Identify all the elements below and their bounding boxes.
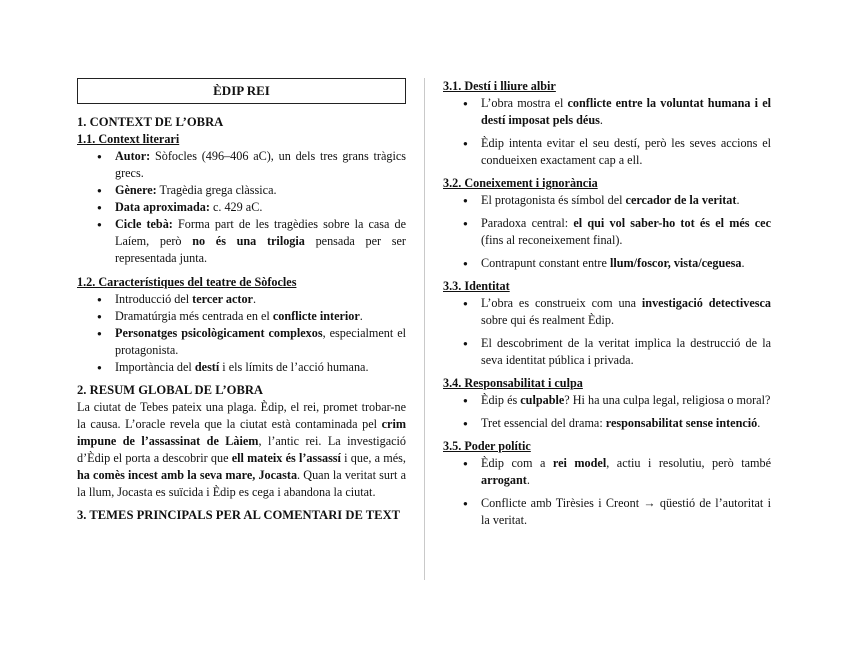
list-item: ● Autor: Sòfocles (496–406 aC), un dels tres grans tràgics grecs. — [115, 148, 406, 182]
section-2-heading: 2. RESUM GLOBAL DE L’OBRA — [77, 383, 264, 397]
list-item: ● Èdip com a rei model, actiu i resolutiu, però també arrogant. — [481, 455, 771, 489]
section-1-2-heading: 1.2. Característiques del teatre de Sòfocles — [77, 275, 297, 289]
section-1-1-list — [77, 148, 406, 267]
list-item: ● El protagonista és símbol del cercador de la veritat. — [481, 192, 771, 209]
section-3-4-heading: 3.4. Responsabilitat i culpa — [443, 376, 583, 390]
list-item: ● Èdip és culpable? Hi ha una culpa legal, religiosa o moral? — [481, 392, 771, 409]
section-1-2-list — [77, 291, 406, 376]
document-title: ÈDIP REI — [77, 78, 406, 104]
section-1-1-heading: 1.1. Context literari — [77, 132, 180, 146]
left-column — [77, 78, 406, 524]
section-3-2-list — [443, 192, 771, 272]
list-item: ● Dramatúrgia més centrada en el conflicte interior. — [115, 308, 406, 325]
column-divider — [424, 78, 425, 580]
section-3-5-list — [443, 455, 771, 529]
list-item: ● Èdip intenta evitar el seu destí, però les seves accions el condueixen exactament cap a ell. — [481, 135, 771, 169]
list-item: ● Introducció del tercer actor. — [115, 291, 406, 308]
list-item: ● Importància del destí i els límits de l’acció humana. — [115, 359, 406, 376]
list-item: ● El descobriment de la veritat implica la destrucció de la seva identitat pública i privada. — [481, 335, 771, 369]
list-item: ● Tret essencial del drama: responsabilitat sense intenció. — [481, 415, 771, 432]
list-item: ● Gènere: Tragèdia grega clàssica. — [115, 182, 406, 199]
section-3-heading: 3. TEMES PRINCIPALS PER AL COMENTARI DE TEXT — [77, 508, 401, 522]
list-item: ● Contrapunt constant entre llum/foscor, vista/ceguesa. — [481, 255, 771, 272]
list-item: ● L’obra es construeix com una investigació detectivesca sobre qui és realment Èdip. — [481, 295, 771, 329]
list-item: ● Personatges psicològicament complexos, especialment el protagonista. — [115, 325, 406, 359]
section-3-5-heading: 3.5. Poder polític — [443, 439, 531, 453]
list-item: ● L’obra mostra el conflicte entre la voluntat humana i el destí imposat pels déus. — [481, 95, 771, 129]
summary-paragraph: La ciutat de Tebes pateix una plaga. Èdip, el rei, promet trobar-ne la causa. L’oracle revela que la ciutat està contaminada pel crim impune de l’assassinat de Làiem, l’antic rei. La investigació d’Èdip el porta a descobrir que ell mateix és l’assassí i que, a més, ha comès incest amb la seva mare, Jocasta. Quan la veritat surt a la llum, Jocasta es suïcida i Èdip es cega i abandona la ciutat. — [77, 400, 407, 499]
section-3-1-heading: 3.1. Destí i lliure albir — [443, 79, 556, 93]
right-column — [443, 78, 771, 535]
list-item: ● Cicle tebà: Forma part de les tragèdies sobre la casa de Laíem, però no és una trilogia pensada per ser representada junta. — [115, 216, 406, 267]
section-3-1-list — [443, 95, 771, 169]
section-1-heading: 1. CONTEXT DE L’OBRA — [77, 115, 224, 129]
list-item: ● Paradoxa central: el qui vol saber-ho tot és el més cec (fins al reconeixement final). — [481, 215, 771, 249]
section-3-2-heading: 3.2. Coneixement i ignorància — [443, 176, 598, 190]
list-item: ● Data aproximada: c. 429 aC. — [115, 199, 406, 216]
section-3-3-list — [443, 295, 771, 369]
section-3-4-list — [443, 392, 771, 432]
section-3-3-heading: 3.3. Identitat — [443, 279, 510, 293]
list-item: ● Conflicte amb Tirèsies i Creont → qüestió de l’autoritat i la veritat. — [481, 495, 771, 529]
